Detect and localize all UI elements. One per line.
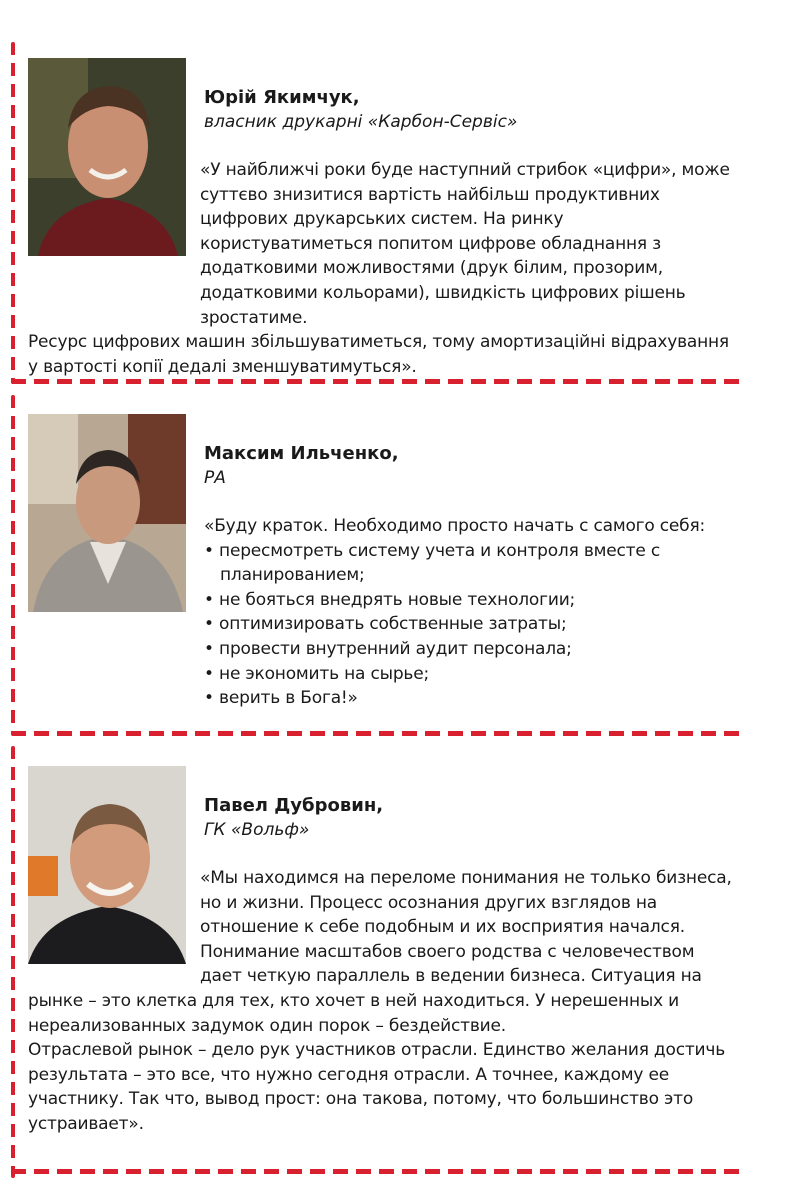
list-item: • пересмотреть систему учета и контроля вместе с планированием;: [204, 540, 660, 586]
interview-entry: [28, 58, 740, 377]
list-item: • не бояться внедрять новые технологии;: [204, 589, 576, 610]
speaker-role: ГК «Вольф»: [204, 820, 310, 840]
section-divider: [11, 1169, 744, 1174]
interview-entry: [28, 414, 740, 726]
quote-paragraph: «У найближчі роки буде наступний стрибок «цифри», може суттєво знизитися вартість найбільш продуктивних цифрових друкарських систем. На ринку користуватиметься попитом цифрове обладнання з додатковими можливостями (друк білим, прозорим, додатковими кольорами), швидкість цифрових рішень зростатиме.: [200, 160, 730, 328]
quote-paragraph: «Мы находимся на переломе понимания не только бизнеса, но и жизни. Процесс осознания других взглядов на отношение к себе подобным и их восприятия начался. Понимание масштабов своего родства с человечеством дает четкую параллель в ведении бизнеса. Ситуация на рынке – это клетка для тех, кто хочет в ней находиться. У нерешенных и нереализованных задумок один порок – бездействие.: [28, 868, 732, 1036]
speaker-role: власник друкарні «Карбон-Сервіс»: [204, 112, 518, 132]
quote-text: [28, 866, 740, 1137]
speaker-block: [204, 794, 383, 842]
left-dashed-border: [11, 42, 15, 384]
speaker-name: Максим Ильченко,: [204, 443, 399, 464]
left-dashed-border: [11, 395, 15, 735]
list-item: • верить в Бога!»: [204, 688, 358, 709]
quote-text: [28, 158, 740, 379]
list-item: • оптимизировать собственные затраты;: [204, 614, 567, 635]
speaker-block: [204, 442, 399, 490]
section-divider: [11, 731, 744, 736]
list-item: • провести внутренний аудит персонала;: [204, 638, 572, 659]
portrait-photo: [28, 414, 186, 612]
speaker-role: РА: [204, 468, 226, 488]
section-divider: [11, 379, 744, 384]
quote-text: [204, 514, 740, 711]
speaker-name: Павел Дубровин,: [204, 795, 384, 816]
quote-intro: «Буду краток. Необходимо просто начать с самого себя:: [204, 516, 706, 536]
quote-paragraph: Отраслевой рынок – дело рук участников отрасли. Единство желания достичь результата – это все, что нужно сегодня отрасли. А точнее, каждому ее участнику. Так что, вывод прост: она такова, потому, что большинство это устраивает».: [28, 1040, 726, 1134]
quote-paragraph: Ресурс цифрових машин збільшуватиметься, тому амортизаційні відрахування у вартості копії дедалі зменшуватимуться».: [28, 332, 729, 377]
left-dashed-border: [11, 746, 15, 1178]
speaker-name: Юрій Якимчук,: [204, 87, 360, 108]
interview-entry: [28, 766, 740, 1166]
speaker-block: [204, 86, 517, 134]
list-item: • не экономить на сырье;: [204, 663, 430, 684]
